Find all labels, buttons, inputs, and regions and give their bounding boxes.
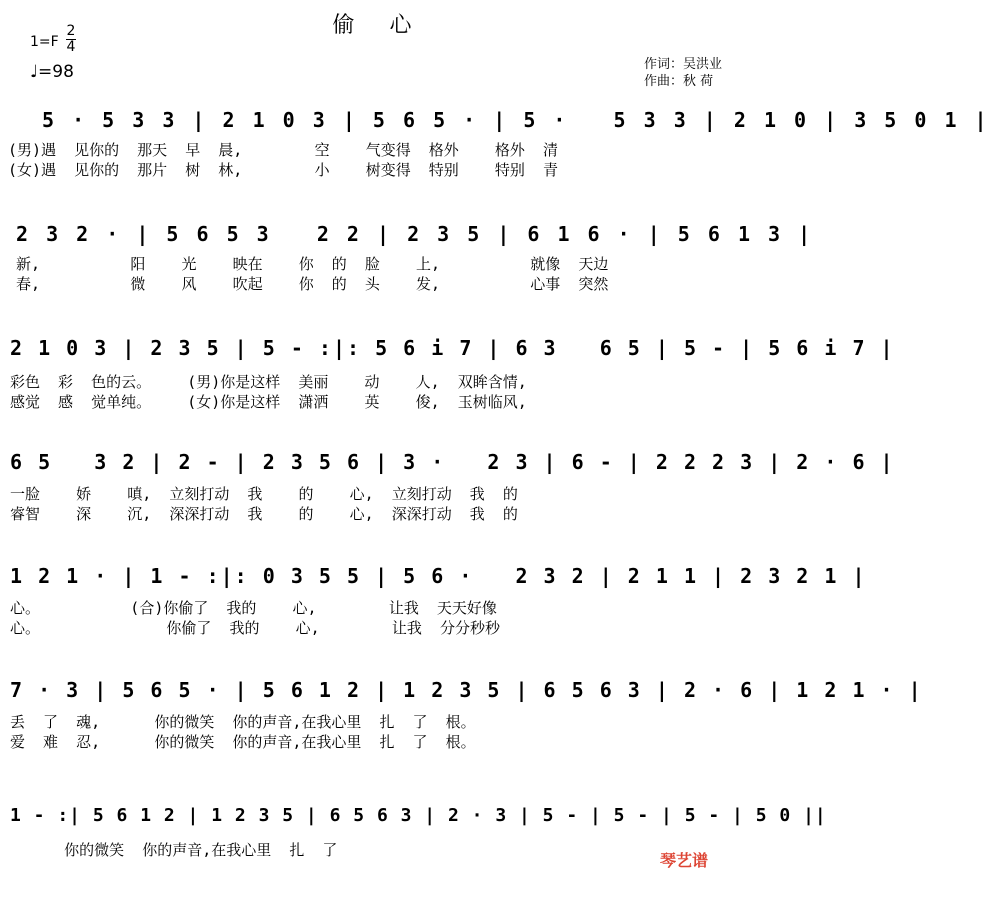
lyric-line-1: 彩色 彩 色的云。 (男)你是这样 美丽 动 人, 双眸含情, [10,373,527,391]
score-system-2 [0,222,814,332]
notation-line: 7 · 3 | 5 6 5 · | 5 6 1 2 | 1 2 3 5 | 6 5 6 3 | 2 · 6 | 1 2 1 · | [10,678,923,702]
lyric-line-1: 你的微笑 你的声音,在我心里 扎 了 [10,841,356,859]
score-system-7 [0,804,827,914]
lyric-line-female: (女)遇 见你的 那片 树 林, 小 树变得 特别 特别 青 [8,161,558,179]
notation-line: 2 1 0 3 | 2 3 5 | 5 - :|: 5 6 i 7 | 6 3 6 5 | 5 - | 5 6 i 7 | [10,336,895,360]
lyricist-credit: 作词：吴洪业 [644,57,723,72]
site-logo: 琴艺谱 [660,851,709,870]
time-signature [66,24,76,55]
lyric-line-1: 心。 (合)你偷了 我的 心, 让我 天天好像 [10,599,497,617]
lyric-line-2: 爱 难 忍, 你的微笑 你的声音,在我心里 扎 了 根。 [10,733,476,751]
notation-line: 1 2 1 · | 1 - :|: 0 3 5 5 | 5 6 · 2 3 2 | 2 1 1 | 2 3 2 1 | [10,564,867,588]
tempo-marking: ♩=98 [30,62,74,82]
song-title: 偷 心 [332,13,426,38]
score-system-5 [0,564,867,674]
lyric-line-1: 新, 阳 光 映在 你 的 脸 上, 就像 天边 [16,255,609,273]
time-signature-top: 2 [66,23,76,39]
lyric-line-2: 心。 你偷了 我的 心, 让我 分分秒秒 [10,619,500,637]
lyric-line-1: 一脸 娇 嗔, 立刻打动 我 的 心, 立刻打动 我 的 [10,485,518,503]
lyric-line-2: 春, 微 风 吹起 你 的 头 发, 心事 突然 [16,275,609,293]
notation-line: 6 5 3 2 | 2 - | 2 3 5 6 | 3 · 2 3 | 6 - | 2 2 2 3 | 2 · 6 | [10,450,895,474]
lyric-line-male: (男)遇 见你的 那天 早 晨, 空 气变得 格外 格外 清 [8,141,558,159]
time-signature-bottom: 4 [66,39,76,55]
lyric-line-2: 睿智 深 沉, 深深打动 我 的 心, 深深打动 我 的 [10,505,518,523]
score-system-3 [0,336,895,446]
score-system-4 [0,450,895,560]
composer-credit: 作曲：秋 荷 [644,74,714,89]
notation-line: 5 · 5 3 3 | 2 1 0 3 | 5 6 5 · | 5 · 5 3 3 | 2 1 0 | 3 5 0 1 | [42,108,990,132]
lyric-line-2: 感觉 感 觉单纯。 (女)你是这样 潇洒 英 俊, 玉树临风, [10,393,527,411]
key-signature: 1=F [30,34,59,50]
score-system-6 [0,678,923,788]
notation-line: 2 3 2 · | 5 6 5 3 2 2 | 2 3 5 | 6 1 6 · | 5 6 1 3 | [16,222,814,246]
notation-line: 1 - :| 5 6 1 2 | 1 2 3 5 | 6 5 6 3 | 2 · 3 | 5 - | 5 - | 5 - | 5 0 || [10,805,827,826]
score-system-1 [0,108,990,218]
lyric-line-1: 丢 了 魂, 你的微笑 你的声音,在我心里 扎 了 根。 [10,713,476,731]
